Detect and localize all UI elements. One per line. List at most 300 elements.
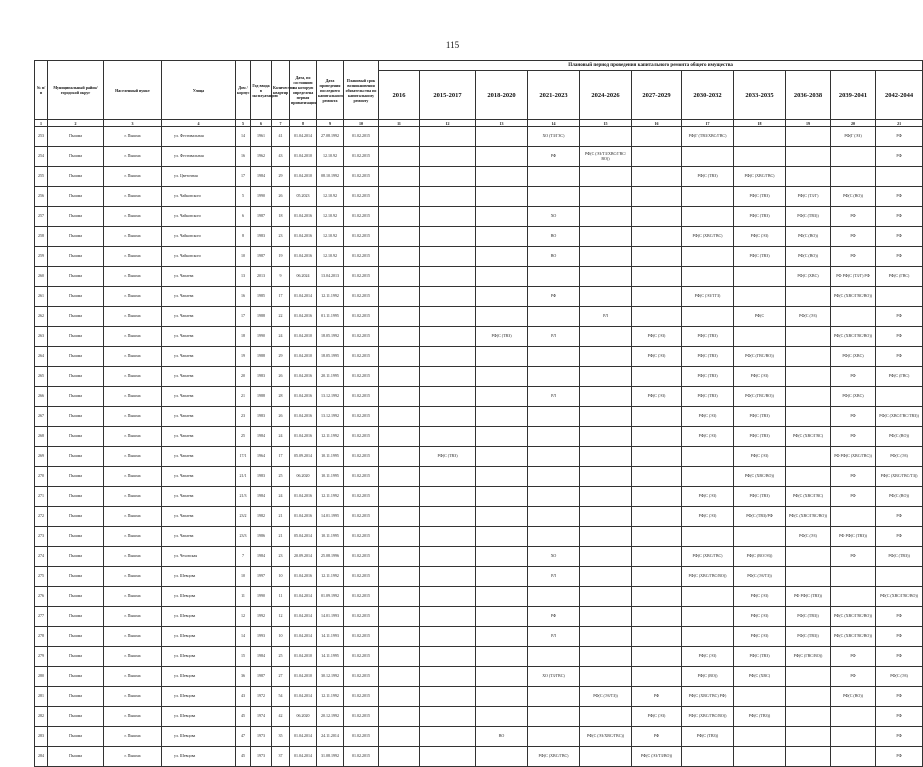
cell-period-work: РФ(С (ТВЗ) xyxy=(734,427,786,447)
cell-apartments: 26 xyxy=(272,407,290,427)
cell-house: 36 xyxy=(236,667,251,687)
cell-obligation-date: 01.02.2015 xyxy=(344,167,379,187)
cell-period-work xyxy=(379,307,420,327)
cell-apartments: 24 xyxy=(272,487,290,507)
cell-period-work: РФ(С (ЭЗ) xyxy=(734,587,786,607)
cell-period-work xyxy=(786,467,831,487)
table-row xyxy=(35,427,923,447)
cell-period-work xyxy=(528,407,580,427)
cell-municipality: Пышма xyxy=(48,387,104,407)
column-index: 15 xyxy=(580,120,632,127)
cell-period-work xyxy=(420,687,476,707)
cell-period-work xyxy=(528,427,580,447)
cell-period-work xyxy=(580,327,632,347)
cell-period-work xyxy=(420,387,476,407)
column-index: 4 xyxy=(162,120,236,127)
cell-house: 14 xyxy=(236,127,251,147)
cell-period-work xyxy=(580,567,632,587)
cell-period-work: РФ(С (ТВЗ)) xyxy=(786,207,831,227)
cell-period-work: РФ xyxy=(876,527,923,547)
cell-street: ул. Чеховская xyxy=(162,547,236,567)
cell-period-work: РФ(С (ТВЗ) xyxy=(734,407,786,427)
cell-obligation-date: 01.02.2015 xyxy=(344,227,379,247)
cell-municipality: Пышма xyxy=(48,327,104,347)
cell-year-built: 1972 xyxy=(251,687,272,707)
cell-obligation-date: 01.02.2015 xyxy=(344,667,379,687)
cell-locality: г. Пышма xyxy=(104,407,162,427)
cell-period-work: РФ xyxy=(876,227,923,247)
cell-obligation-date: 01.02.2015 xyxy=(344,547,379,567)
cell-period-work xyxy=(379,347,420,367)
cell-last-repair-date: 01.11.1995 xyxy=(317,307,344,327)
cell-privatization-date: 05.04.2014 xyxy=(290,527,317,547)
cell-street: ул. Шевцова xyxy=(162,687,236,707)
cell-municipality: Пышма xyxy=(48,747,104,767)
header-apartments: Количество квартир xyxy=(272,61,290,120)
cell-locality: г. Пышма xyxy=(104,487,162,507)
cell-period-work xyxy=(580,427,632,447)
column-index: 3 xyxy=(104,120,162,127)
cell-number: 283 xyxy=(35,727,48,747)
table-row xyxy=(35,447,923,467)
cell-street: ул. Чайковского xyxy=(162,187,236,207)
cell-period-work xyxy=(476,307,528,327)
cell-municipality: Пышма xyxy=(48,247,104,267)
cell-obligation-date: 01.02.2015 xyxy=(344,587,379,607)
cell-period-work: РФ xyxy=(876,127,923,147)
table-row xyxy=(35,467,923,487)
cell-last-repair-date: 20.11.1995 xyxy=(317,367,344,387)
cell-year-built: 1984 xyxy=(251,167,272,187)
cell-period-work xyxy=(528,527,580,547)
cell-period-work: РФ(С (ЭЗ) xyxy=(632,327,682,347)
cell-number: 275 xyxy=(35,567,48,587)
cell-last-repair-date: 10.11.1995 xyxy=(317,447,344,467)
cell-house: 16 xyxy=(236,287,251,307)
cell-locality: г. Пышма xyxy=(104,447,162,467)
cell-year-built: 1993 xyxy=(251,627,272,647)
cell-period-work xyxy=(831,707,876,727)
cell-apartments: 10 xyxy=(272,627,290,647)
cell-period-work xyxy=(476,227,528,247)
cell-period-work xyxy=(379,127,420,147)
cell-street: ул. Фестивальная xyxy=(162,127,236,147)
header-period: 2033-2035 xyxy=(734,71,786,120)
cell-house: 14 xyxy=(236,627,251,647)
header-period: 2039-2041 xyxy=(831,71,876,120)
cell-period-work xyxy=(379,627,420,647)
cell-number: 273 xyxy=(35,527,48,547)
cell-period-work xyxy=(632,227,682,247)
cell-year-built: 1986 xyxy=(251,527,272,547)
cell-number: 268 xyxy=(35,427,48,447)
cell-number: 253 xyxy=(35,127,48,147)
cell-year-built: 1987 xyxy=(251,247,272,267)
cell-period-work xyxy=(734,747,786,767)
cell-period-work xyxy=(476,347,528,367)
cell-locality: г. Пышма xyxy=(104,747,162,767)
cell-apartments: 17 xyxy=(272,287,290,307)
cell-period-work xyxy=(632,607,682,627)
cell-period-work: РФ(С (ЭЗ) xyxy=(734,227,786,247)
cell-period-work: РЛ xyxy=(528,327,580,347)
cell-house: 47 xyxy=(236,727,251,747)
cell-period-work xyxy=(420,367,476,387)
cell-period-work xyxy=(528,507,580,527)
cell-period-work: РФ(С (ГВС/ВО)) xyxy=(734,387,786,407)
cell-period-work: РФ(С (ТВЗ) xyxy=(420,447,476,467)
cell-period-work xyxy=(476,267,528,287)
cell-privatization-date: 01.04.2016 xyxy=(290,507,317,527)
cell-period-work: РЛ xyxy=(528,387,580,407)
cell-period-work: РФ(С (ВО)) xyxy=(876,427,923,447)
cell-period-work: РФ(С (ЭЗ/ТЗ/ХВС/ГВС/ВО)) xyxy=(580,147,632,167)
cell-house: 18 xyxy=(236,327,251,347)
table-row xyxy=(35,127,923,147)
cell-privatization-date: 01.04.2016 xyxy=(290,367,317,387)
cell-period-work: РФ xyxy=(831,427,876,447)
cell-period-work xyxy=(786,127,831,147)
cell-house: 45 xyxy=(236,707,251,727)
cell-privatization-date: 01.04.2016 xyxy=(290,567,317,587)
cell-period-work xyxy=(632,547,682,567)
cell-period-work: РФ(С (ГВС) xyxy=(876,367,923,387)
cell-last-repair-date: 13.04.2013 xyxy=(317,267,344,287)
cell-period-work xyxy=(580,187,632,207)
cell-period-work: РФ РФ(С (ТВЗ)) xyxy=(786,587,831,607)
cell-year-built: 1984 xyxy=(251,427,272,447)
cell-locality: г. Пышма xyxy=(104,587,162,607)
cell-last-repair-date: 14.01.1993 xyxy=(317,607,344,627)
cell-locality: г. Пышма xyxy=(104,507,162,527)
cell-period-work xyxy=(632,447,682,467)
column-index: 20 xyxy=(831,120,876,127)
cell-privatization-date: 20.09.2014 xyxy=(290,547,317,567)
cell-apartments: 29 xyxy=(272,347,290,367)
cell-street: ул. Шевцова xyxy=(162,627,236,647)
cell-apartments: 37 xyxy=(272,747,290,767)
cell-period-work xyxy=(786,547,831,567)
cell-year-built: 1990 xyxy=(251,327,272,347)
cell-year-built: 1984 xyxy=(251,647,272,667)
cell-period-work xyxy=(420,707,476,727)
cell-house: 21/3 xyxy=(236,487,251,507)
cell-number: 267 xyxy=(35,407,48,427)
page-number: 115 xyxy=(445,40,460,50)
cell-period-work xyxy=(420,607,476,627)
cell-year-built: 1992 xyxy=(251,607,272,627)
cell-number: 278 xyxy=(35,627,48,647)
cell-last-repair-date: 18.05.1992 xyxy=(317,327,344,347)
cell-municipality: Пышма xyxy=(48,667,104,687)
cell-period-work: РФ xyxy=(876,747,923,767)
cell-period-work: РФ(С (ХВС/ГВС/ВО)) xyxy=(786,507,831,527)
cell-period-work: РФ xyxy=(831,367,876,387)
cell-locality: г. Пышма xyxy=(104,307,162,327)
header-n: № п/п xyxy=(35,61,48,120)
cell-period-work: ВО xyxy=(528,227,580,247)
cell-period-work: РФ xyxy=(632,727,682,747)
cell-period-work: РФ(Г (ЭЗ) xyxy=(831,127,876,147)
cell-period-work xyxy=(580,407,632,427)
cell-municipality: Пышма xyxy=(48,687,104,707)
cell-house: 43 xyxy=(236,687,251,707)
cell-period-work: РФ(С (ХВС/ГВС/ВО)) xyxy=(831,287,876,307)
cell-period-work xyxy=(632,127,682,147)
cell-municipality: Пышма xyxy=(48,267,104,287)
cell-period-work xyxy=(580,287,632,307)
cell-street: ул. Чапаева xyxy=(162,467,236,487)
cell-year-built: 1987 xyxy=(251,667,272,687)
cell-period-work xyxy=(476,407,528,427)
cell-municipality: Пышма xyxy=(48,647,104,667)
cell-locality: г. Пышма xyxy=(104,287,162,307)
cell-period-work: РФ(С (ЭЗ) xyxy=(682,507,734,527)
cell-last-repair-date: 20.12.1992 xyxy=(317,707,344,727)
cell-period-work: РЛ xyxy=(580,307,632,327)
cell-period-work: РФ(С (ХВС/ГВС) РФ) xyxy=(682,687,734,707)
cell-privatization-date: 01.04.2016 xyxy=(290,427,317,447)
cell-year-built: 1984 xyxy=(251,487,272,507)
cell-period-work: РФ(С (ХВС/ГВС/ТВЗ)) xyxy=(876,407,923,427)
cell-period-work: РФ(С (ТВЗ) xyxy=(682,327,734,347)
cell-privatization-date: 01.04.2014 xyxy=(290,127,317,147)
cell-municipality: Пышма xyxy=(48,567,104,587)
cell-obligation-date: 01.02.2015 xyxy=(344,727,379,747)
cell-obligation-date: 01.02.2015 xyxy=(344,187,379,207)
cell-obligation-date: 01.02.2015 xyxy=(344,567,379,587)
cell-house: 23/3 xyxy=(236,527,251,547)
cell-number: 262 xyxy=(35,307,48,327)
cell-street: ул. Шевцова xyxy=(162,747,236,767)
cell-house: 12 xyxy=(236,607,251,627)
cell-period-work: РФ xyxy=(831,467,876,487)
cell-period-work xyxy=(580,347,632,367)
table-row xyxy=(35,487,923,507)
cell-period-work: РФ xyxy=(831,207,876,227)
cell-privatization-date: 01.04.2014 xyxy=(290,627,317,647)
cell-locality: г. Пышма xyxy=(104,187,162,207)
header-period: 2021-2023 xyxy=(528,71,580,120)
cell-period-work xyxy=(420,727,476,747)
cell-municipality: Пышма xyxy=(48,147,104,167)
cell-obligation-date: 01.02.2015 xyxy=(344,747,379,767)
header-plan-title: Плановый период проведения капитального ремонта общего имущества xyxy=(379,61,923,71)
column-index: 6 xyxy=(251,120,272,127)
column-index: 18 xyxy=(734,120,786,127)
cell-house: 17 xyxy=(236,307,251,327)
cell-period-work: РФ(С (ГВС/ВО)) xyxy=(734,347,786,367)
cell-last-repair-date: 12.10.92 xyxy=(317,207,344,227)
cell-apartments: 23 xyxy=(272,547,290,567)
cell-period-work xyxy=(420,427,476,447)
cell-period-work xyxy=(632,147,682,167)
cell-last-repair-date: 12.10.92 xyxy=(317,187,344,207)
table-row xyxy=(35,347,923,367)
cell-street: ул. Чапаева xyxy=(162,387,236,407)
cell-street: ул. Чапаева xyxy=(162,407,236,427)
cell-period-work xyxy=(420,127,476,147)
cell-street: ул. Чапаева xyxy=(162,507,236,527)
cell-privatization-date: 01.04.2016 xyxy=(290,227,317,247)
cell-obligation-date: 01.02.2015 xyxy=(344,467,379,487)
cell-period-work xyxy=(632,487,682,507)
cell-period-work: РФ(С (ЭЗ/ТЗ)) xyxy=(580,687,632,707)
cell-period-work xyxy=(420,747,476,767)
column-index: 2 xyxy=(48,120,104,127)
cell-period-work xyxy=(476,427,528,447)
cell-period-work xyxy=(632,307,682,327)
cell-period-work: РФ(С (ХВС) xyxy=(734,667,786,687)
header-period: 2030-2032 xyxy=(682,71,734,120)
table-row xyxy=(35,687,923,707)
cell-year-built: 1983 xyxy=(251,227,272,247)
cell-period-work xyxy=(734,727,786,747)
cell-number: 284 xyxy=(35,747,48,767)
cell-period-work xyxy=(876,167,923,187)
cell-last-repair-date: 08.10.1992 xyxy=(317,167,344,187)
cell-street: ул. Чапаева xyxy=(162,347,236,367)
cell-period-work: РФ(С (ТВЗ) xyxy=(734,487,786,507)
cell-year-built: 1974 xyxy=(251,707,272,727)
cell-period-work xyxy=(420,587,476,607)
cell-period-work xyxy=(379,247,420,267)
cell-period-work xyxy=(786,327,831,347)
cell-municipality: Пышма xyxy=(48,407,104,427)
cell-period-work xyxy=(831,587,876,607)
cell-period-work: РФ(С (ХВС/ГВС/ВО)) xyxy=(831,327,876,347)
cell-period-work xyxy=(379,427,420,447)
cell-period-work: РФ(С (ЭЗ) xyxy=(682,427,734,447)
cell-year-built: 1961 xyxy=(251,127,272,147)
cell-street: ул. Шевцова xyxy=(162,667,236,687)
cell-street: ул. Чайковского xyxy=(162,207,236,227)
cell-house: 13 xyxy=(236,267,251,287)
cell-period-work xyxy=(528,467,580,487)
table-row xyxy=(35,507,923,527)
table-row xyxy=(35,747,923,767)
cell-locality: г. Пышма xyxy=(104,627,162,647)
cell-locality: г. Пышма xyxy=(104,347,162,367)
cell-municipality: Пышма xyxy=(48,347,104,367)
cell-period-work xyxy=(379,267,420,287)
cell-period-work xyxy=(476,707,528,727)
cell-period-work xyxy=(786,567,831,587)
cell-period-work xyxy=(632,627,682,647)
cell-period-work: РФ(С (ВО)) xyxy=(831,187,876,207)
cell-apartments: 9 xyxy=(272,267,290,287)
cell-period-work xyxy=(580,587,632,607)
cell-apartments: 18 xyxy=(272,207,290,227)
cell-period-work xyxy=(476,667,528,687)
cell-last-repair-date: 14.11.1995 xyxy=(317,647,344,667)
cell-period-work xyxy=(476,207,528,227)
cell-period-work xyxy=(379,327,420,347)
cell-number: 266 xyxy=(35,387,48,407)
cell-period-work: РФ(С (ХВС/ВО)) xyxy=(734,467,786,487)
cell-period-work xyxy=(831,727,876,747)
cell-period-work xyxy=(632,667,682,687)
cell-period-work xyxy=(528,587,580,607)
cell-period-work xyxy=(420,647,476,667)
cell-period-work xyxy=(786,667,831,687)
cell-last-repair-date: 14.11.1993 xyxy=(317,627,344,647)
cell-period-work xyxy=(786,347,831,367)
cell-period-work xyxy=(476,747,528,767)
cell-period-work xyxy=(632,507,682,527)
cell-apartments: 25 xyxy=(272,647,290,667)
cell-apartments: 12 xyxy=(272,607,290,627)
cell-period-work: РФ(С (ТВЗ)/РФ xyxy=(734,507,786,527)
column-index: 14 xyxy=(528,120,580,127)
cell-locality: г. Пышма xyxy=(104,387,162,407)
column-index: 19 xyxy=(786,120,831,127)
cell-period-work xyxy=(831,507,876,527)
table-row xyxy=(35,307,923,327)
cell-privatization-date: 01.04.2014 xyxy=(290,607,317,627)
cell-last-repair-date: 10.11.1995 xyxy=(317,527,344,547)
cell-period-work xyxy=(528,167,580,187)
column-index: 9 xyxy=(317,120,344,127)
cell-obligation-date: 01.02.2015 xyxy=(344,447,379,467)
cell-house: 20 xyxy=(236,367,251,387)
cell-period-work: ХО xyxy=(528,207,580,227)
cell-locality: г. Пышма xyxy=(104,707,162,727)
cell-municipality: Пышма xyxy=(48,727,104,747)
cell-number: 279 xyxy=(35,647,48,667)
column-index: 5 xyxy=(236,120,251,127)
cell-period-work: РФ(С (ТВЗ) xyxy=(734,207,786,227)
cell-period-work xyxy=(420,247,476,267)
table-row xyxy=(35,267,923,287)
cell-locality: г. Пышма xyxy=(104,567,162,587)
cell-period-work: РФ xyxy=(876,727,923,747)
cell-house: 5 xyxy=(236,187,251,207)
cell-municipality: Пышма xyxy=(48,287,104,307)
cell-municipality: Пышма xyxy=(48,207,104,227)
cell-apartments: 22 xyxy=(272,307,290,327)
cell-period-work xyxy=(379,567,420,587)
cell-period-work: РФ xyxy=(831,667,876,687)
cell-municipality: Пышма xyxy=(48,607,104,627)
cell-period-work xyxy=(580,387,632,407)
cell-street: ул. Шевцова xyxy=(162,727,236,747)
cell-period-work xyxy=(476,647,528,667)
cell-period-work: РФ(С (ЭЗ/ТЗ)) xyxy=(734,567,786,587)
cell-period-work: РФ(С (ТВЗ) xyxy=(734,187,786,207)
cell-number: 265 xyxy=(35,367,48,387)
cell-period-work xyxy=(476,367,528,387)
cell-period-work xyxy=(580,707,632,727)
cell-house: 17 xyxy=(236,167,251,187)
cell-period-work xyxy=(379,367,420,387)
cell-period-work xyxy=(420,187,476,207)
cell-period-work xyxy=(632,287,682,307)
cell-apartments: 54 xyxy=(272,687,290,707)
cell-period-work xyxy=(632,207,682,227)
column-index: 8 xyxy=(290,120,317,127)
header-period: 2018-2020 xyxy=(476,71,528,120)
cell-street: ул. Чайковского xyxy=(162,247,236,267)
cell-number: 255 xyxy=(35,167,48,187)
cell-privatization-date: 06.2020 xyxy=(290,707,317,727)
cell-municipality: Пышма xyxy=(48,307,104,327)
cell-period-work xyxy=(580,647,632,667)
cell-apartments: 28 xyxy=(272,387,290,407)
cell-last-repair-date: 12.10.92 xyxy=(317,247,344,267)
table-row xyxy=(35,187,923,207)
cell-period-work: РФ(С (ХВС/ГВС/ВО)) xyxy=(831,607,876,627)
